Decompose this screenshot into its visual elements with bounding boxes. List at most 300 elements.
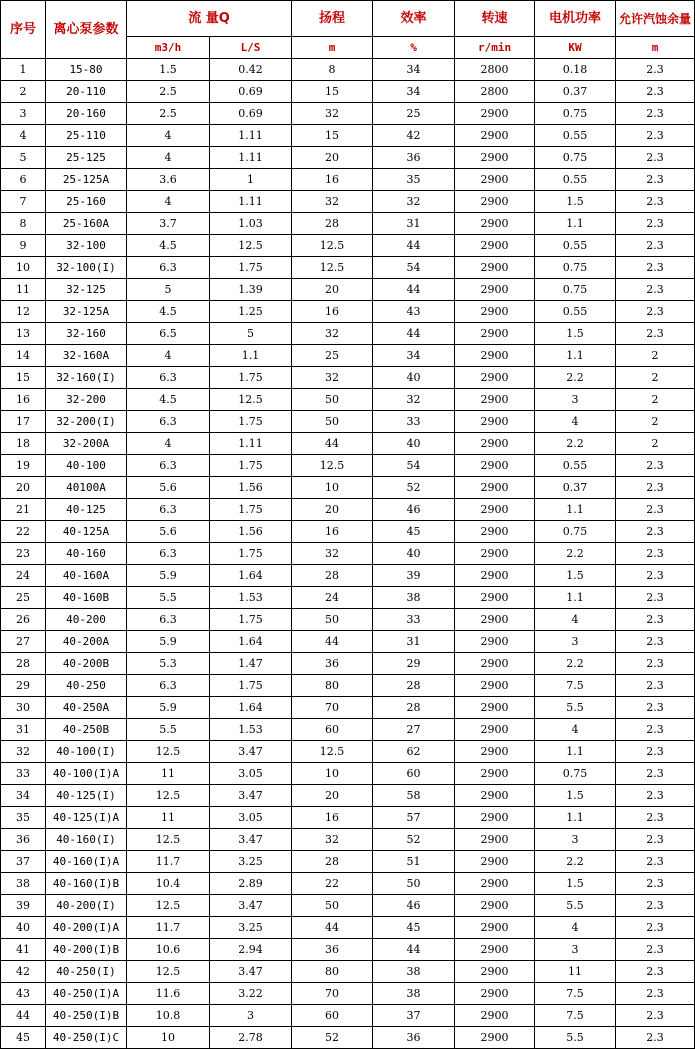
table-row <box>1 851 695 873</box>
cell-efficiency: 58 <box>373 785 455 807</box>
unit-efficiency: % <box>373 37 455 59</box>
cell-seq: 32 <box>1 741 46 763</box>
cell-speed: 2900 <box>455 235 535 257</box>
cell-power: 1.5 <box>535 323 616 345</box>
cell-seq: 4 <box>1 125 46 147</box>
cell-flow-m3h: 5.9 <box>127 565 210 587</box>
cell-flow-ls: 1.64 <box>210 565 292 587</box>
cell-model: 40-250(I)A <box>46 983 127 1005</box>
cell-flow-m3h: 6.3 <box>127 675 210 697</box>
cell-head: 25 <box>292 345 373 367</box>
cell-speed: 2900 <box>455 565 535 587</box>
cell-seq: 5 <box>1 147 46 169</box>
cell-power: 7.5 <box>535 675 616 697</box>
table-row <box>1 477 695 499</box>
cell-speed: 2900 <box>455 279 535 301</box>
cell-npsh: 2.3 <box>616 719 695 741</box>
cell-model: 32-200 <box>46 389 127 411</box>
cell-flow-m3h: 6.3 <box>127 543 210 565</box>
cell-npsh: 2 <box>616 367 695 389</box>
header-params: 离心泵参数 <box>46 1 127 59</box>
table-row <box>1 213 695 235</box>
cell-efficiency: 44 <box>373 939 455 961</box>
cell-flow-m3h: 12.5 <box>127 829 210 851</box>
cell-speed: 2900 <box>455 477 535 499</box>
cell-npsh: 2.3 <box>616 675 695 697</box>
cell-npsh: 2.3 <box>616 59 695 81</box>
cell-flow-m3h: 5.9 <box>127 697 210 719</box>
cell-efficiency: 34 <box>373 81 455 103</box>
cell-power: 1.1 <box>535 587 616 609</box>
cell-model: 40-250A <box>46 697 127 719</box>
table-row <box>1 609 695 631</box>
cell-model: 40-100 <box>46 455 127 477</box>
cell-power: 0.55 <box>535 169 616 191</box>
cell-head: 15 <box>292 81 373 103</box>
cell-power: 0.75 <box>535 103 616 125</box>
cell-model: 32-160 <box>46 323 127 345</box>
cell-npsh: 2.3 <box>616 763 695 785</box>
cell-npsh: 2.3 <box>616 785 695 807</box>
table-row <box>1 587 695 609</box>
table-row <box>1 323 695 345</box>
cell-seq: 19 <box>1 455 46 477</box>
cell-head: 20 <box>292 147 373 169</box>
cell-head: 50 <box>292 895 373 917</box>
cell-head: 44 <box>292 433 373 455</box>
cell-npsh: 2.3 <box>616 543 695 565</box>
cell-npsh: 2.3 <box>616 807 695 829</box>
cell-seq: 10 <box>1 257 46 279</box>
cell-power: 2.2 <box>535 543 616 565</box>
cell-flow-m3h: 10 <box>127 1027 210 1049</box>
cell-flow-m3h: 10.4 <box>127 873 210 895</box>
cell-flow-m3h: 4 <box>127 345 210 367</box>
cell-seq: 7 <box>1 191 46 213</box>
unit-flow-ls: L/S <box>210 37 292 59</box>
cell-head: 16 <box>292 169 373 191</box>
cell-flow-m3h: 11.6 <box>127 983 210 1005</box>
cell-efficiency: 44 <box>373 235 455 257</box>
cell-flow-m3h: 4.5 <box>127 235 210 257</box>
cell-flow-m3h: 10.8 <box>127 1005 210 1027</box>
cell-npsh: 2.3 <box>616 477 695 499</box>
cell-model: 40-250(I) <box>46 961 127 983</box>
cell-seq: 44 <box>1 1005 46 1027</box>
cell-head: 28 <box>292 851 373 873</box>
table-row <box>1 147 695 169</box>
cell-efficiency: 36 <box>373 1027 455 1049</box>
cell-flow-m3h: 10.6 <box>127 939 210 961</box>
cell-model: 40-160(I) <box>46 829 127 851</box>
cell-power: 0.37 <box>535 81 616 103</box>
cell-flow-ls: 1.53 <box>210 587 292 609</box>
cell-flow-ls: 2.78 <box>210 1027 292 1049</box>
cell-model: 40-160 <box>46 543 127 565</box>
cell-flow-m3h: 2.5 <box>127 103 210 125</box>
unit-npsh: m <box>616 37 695 59</box>
cell-head: 16 <box>292 521 373 543</box>
cell-flow-m3h: 5.3 <box>127 653 210 675</box>
cell-seq: 11 <box>1 279 46 301</box>
cell-efficiency: 27 <box>373 719 455 741</box>
cell-flow-ls: 3.25 <box>210 851 292 873</box>
cell-speed: 2900 <box>455 653 535 675</box>
table-row <box>1 697 695 719</box>
cell-power: 7.5 <box>535 1005 616 1027</box>
table-row <box>1 1027 695 1049</box>
cell-flow-ls: 3.25 <box>210 917 292 939</box>
cell-flow-ls: 12.5 <box>210 235 292 257</box>
cell-efficiency: 40 <box>373 433 455 455</box>
table-row <box>1 675 695 697</box>
cell-seq: 24 <box>1 565 46 587</box>
cell-efficiency: 60 <box>373 763 455 785</box>
cell-head: 32 <box>292 367 373 389</box>
table-row <box>1 939 695 961</box>
cell-head: 16 <box>292 807 373 829</box>
cell-power: 0.75 <box>535 521 616 543</box>
cell-model: 40-250B <box>46 719 127 741</box>
cell-flow-m3h: 12.5 <box>127 895 210 917</box>
cell-model: 20-160 <box>46 103 127 125</box>
cell-model: 40-200(I) <box>46 895 127 917</box>
cell-flow-ls: 1.75 <box>210 675 292 697</box>
table-row <box>1 257 695 279</box>
cell-head: 10 <box>292 477 373 499</box>
cell-flow-m3h: 5.5 <box>127 587 210 609</box>
cell-npsh: 2.3 <box>616 191 695 213</box>
cell-seq: 16 <box>1 389 46 411</box>
cell-flow-ls: 0.69 <box>210 81 292 103</box>
cell-seq: 18 <box>1 433 46 455</box>
table-row <box>1 389 695 411</box>
cell-speed: 2900 <box>455 389 535 411</box>
cell-npsh: 2.3 <box>616 961 695 983</box>
table-row <box>1 873 695 895</box>
cell-efficiency: 31 <box>373 213 455 235</box>
cell-head: 36 <box>292 653 373 675</box>
cell-efficiency: 33 <box>373 609 455 631</box>
cell-power: 4 <box>535 917 616 939</box>
cell-speed: 2900 <box>455 917 535 939</box>
cell-npsh: 2.3 <box>616 895 695 917</box>
cell-head: 32 <box>292 543 373 565</box>
cell-flow-ls: 1.56 <box>210 521 292 543</box>
cell-seq: 41 <box>1 939 46 961</box>
cell-seq: 45 <box>1 1027 46 1049</box>
header-power: 电机功率 <box>535 1 616 37</box>
cell-efficiency: 38 <box>373 961 455 983</box>
cell-speed: 2900 <box>455 587 535 609</box>
cell-flow-ls: 1.1 <box>210 345 292 367</box>
cell-seq: 35 <box>1 807 46 829</box>
cell-efficiency: 40 <box>373 543 455 565</box>
cell-efficiency: 29 <box>373 653 455 675</box>
table-row <box>1 301 695 323</box>
table-row <box>1 565 695 587</box>
cell-efficiency: 35 <box>373 169 455 191</box>
cell-efficiency: 39 <box>373 565 455 587</box>
cell-npsh: 2.3 <box>616 587 695 609</box>
cell-head: 32 <box>292 829 373 851</box>
cell-seq: 40 <box>1 917 46 939</box>
cell-npsh: 2.3 <box>616 829 695 851</box>
cell-speed: 2900 <box>455 961 535 983</box>
cell-seq: 6 <box>1 169 46 191</box>
cell-model: 25-125A <box>46 169 127 191</box>
table-row <box>1 191 695 213</box>
cell-model: 15-80 <box>46 59 127 81</box>
table-body <box>1 59 695 1049</box>
cell-flow-ls: 3.47 <box>210 785 292 807</box>
cell-seq: 28 <box>1 653 46 675</box>
cell-npsh: 2.3 <box>616 521 695 543</box>
cell-efficiency: 50 <box>373 873 455 895</box>
cell-npsh: 2.3 <box>616 301 695 323</box>
cell-head: 50 <box>292 411 373 433</box>
table-row <box>1 455 695 477</box>
cell-power: 2.2 <box>535 653 616 675</box>
cell-head: 44 <box>292 917 373 939</box>
cell-model: 40-200(I)A <box>46 917 127 939</box>
cell-power: 1.1 <box>535 807 616 829</box>
cell-flow-ls: 3.47 <box>210 895 292 917</box>
cell-power: 7.5 <box>535 983 616 1005</box>
table-row <box>1 807 695 829</box>
cell-npsh: 2.3 <box>616 697 695 719</box>
cell-power: 4 <box>535 411 616 433</box>
cell-npsh: 2.3 <box>616 235 695 257</box>
cell-flow-ls: 1.75 <box>210 499 292 521</box>
cell-efficiency: 46 <box>373 499 455 521</box>
table-row <box>1 499 695 521</box>
cell-speed: 2900 <box>455 741 535 763</box>
cell-flow-m3h: 4 <box>127 433 210 455</box>
cell-flow-ls: 0.42 <box>210 59 292 81</box>
cell-efficiency: 25 <box>373 103 455 125</box>
cell-flow-ls: 1.75 <box>210 543 292 565</box>
cell-flow-ls: 5 <box>210 323 292 345</box>
table-row <box>1 895 695 917</box>
table-row <box>1 521 695 543</box>
cell-speed: 2900 <box>455 411 535 433</box>
cell-head: 80 <box>292 961 373 983</box>
cell-seq: 21 <box>1 499 46 521</box>
cell-npsh: 2.3 <box>616 213 695 235</box>
cell-efficiency: 37 <box>373 1005 455 1027</box>
cell-seq: 31 <box>1 719 46 741</box>
cell-efficiency: 42 <box>373 125 455 147</box>
cell-flow-ls: 12.5 <box>210 389 292 411</box>
cell-head: 12.5 <box>292 235 373 257</box>
cell-head: 10 <box>292 763 373 785</box>
cell-speed: 2900 <box>455 521 535 543</box>
cell-speed: 2900 <box>455 191 535 213</box>
cell-npsh: 2.3 <box>616 499 695 521</box>
cell-seq: 12 <box>1 301 46 323</box>
cell-flow-m3h: 4 <box>127 125 210 147</box>
cell-head: 32 <box>292 191 373 213</box>
cell-flow-m3h: 6.3 <box>127 411 210 433</box>
cell-seq: 34 <box>1 785 46 807</box>
cell-head: 20 <box>292 279 373 301</box>
cell-power: 3 <box>535 631 616 653</box>
cell-power: 11 <box>535 961 616 983</box>
cell-head: 12.5 <box>292 741 373 763</box>
cell-power: 1.5 <box>535 873 616 895</box>
cell-head: 28 <box>292 565 373 587</box>
cell-power: 0.75 <box>535 147 616 169</box>
cell-flow-m3h: 6.5 <box>127 323 210 345</box>
cell-speed: 2900 <box>455 1027 535 1049</box>
cell-model: 40-160A <box>46 565 127 587</box>
cell-npsh: 2.3 <box>616 279 695 301</box>
unit-flow-m3h: m3/h <box>127 37 210 59</box>
cell-efficiency: 32 <box>373 389 455 411</box>
cell-seq: 29 <box>1 675 46 697</box>
cell-flow-m3h: 5.6 <box>127 521 210 543</box>
cell-flow-ls: 1.64 <box>210 631 292 653</box>
cell-flow-m3h: 12.5 <box>127 741 210 763</box>
cell-head: 44 <box>292 631 373 653</box>
table-row <box>1 411 695 433</box>
cell-power: 0.55 <box>535 455 616 477</box>
cell-efficiency: 38 <box>373 587 455 609</box>
cell-head: 32 <box>292 323 373 345</box>
table-row <box>1 763 695 785</box>
cell-flow-ls: 3.22 <box>210 983 292 1005</box>
table-row <box>1 367 695 389</box>
cell-efficiency: 54 <box>373 455 455 477</box>
cell-head: 16 <box>292 301 373 323</box>
cell-npsh: 2.3 <box>616 983 695 1005</box>
cell-flow-ls: 1.75 <box>210 411 292 433</box>
cell-efficiency: 52 <box>373 477 455 499</box>
table-row <box>1 345 695 367</box>
cell-flow-ls: 1.64 <box>210 697 292 719</box>
cell-flow-m3h: 6.3 <box>127 455 210 477</box>
cell-head: 70 <box>292 697 373 719</box>
cell-speed: 2900 <box>455 543 535 565</box>
table-row <box>1 917 695 939</box>
cell-npsh: 2.3 <box>616 653 695 675</box>
cell-model: 40-200A <box>46 631 127 653</box>
cell-speed: 2900 <box>455 895 535 917</box>
cell-efficiency: 34 <box>373 59 455 81</box>
cell-speed: 2800 <box>455 81 535 103</box>
cell-seq: 23 <box>1 543 46 565</box>
cell-power: 5.5 <box>535 1027 616 1049</box>
table-row <box>1 169 695 191</box>
cell-power: 0.75 <box>535 763 616 785</box>
cell-npsh: 2 <box>616 345 695 367</box>
cell-model: 40-125 <box>46 499 127 521</box>
cell-seq: 27 <box>1 631 46 653</box>
cell-seq: 33 <box>1 763 46 785</box>
table-row <box>1 785 695 807</box>
cell-head: 32 <box>292 103 373 125</box>
cell-model: 32-125 <box>46 279 127 301</box>
cell-speed: 2900 <box>455 323 535 345</box>
cell-efficiency: 44 <box>373 323 455 345</box>
cell-model: 40-200(I)B <box>46 939 127 961</box>
cell-flow-ls: 1.11 <box>210 147 292 169</box>
cell-power: 0.75 <box>535 257 616 279</box>
cell-speed: 2900 <box>455 125 535 147</box>
cell-flow-ls: 3.47 <box>210 741 292 763</box>
cell-npsh: 2.3 <box>616 939 695 961</box>
cell-speed: 2900 <box>455 873 535 895</box>
cell-flow-ls: 1.53 <box>210 719 292 741</box>
table-row <box>1 983 695 1005</box>
cell-seq: 8 <box>1 213 46 235</box>
cell-speed: 2900 <box>455 213 535 235</box>
cell-flow-m3h: 6.3 <box>127 499 210 521</box>
cell-flow-m3h: 4.5 <box>127 389 210 411</box>
cell-efficiency: 54 <box>373 257 455 279</box>
cell-flow-m3h: 3.6 <box>127 169 210 191</box>
cell-flow-ls: 1.75 <box>210 609 292 631</box>
cell-power: 0.18 <box>535 59 616 81</box>
unit-power: KW <box>535 37 616 59</box>
cell-npsh: 2.3 <box>616 455 695 477</box>
cell-head: 60 <box>292 1005 373 1027</box>
cell-power: 3 <box>535 389 616 411</box>
table-row <box>1 1005 695 1027</box>
cell-head: 36 <box>292 939 373 961</box>
cell-speed: 2900 <box>455 257 535 279</box>
cell-flow-m3h: 5.6 <box>127 477 210 499</box>
cell-flow-m3h: 11.7 <box>127 851 210 873</box>
header-npsh: 允许汽蚀余量 <box>616 1 695 37</box>
cell-head: 50 <box>292 389 373 411</box>
cell-npsh: 2.3 <box>616 917 695 939</box>
cell-head: 24 <box>292 587 373 609</box>
cell-flow-m3h: 4 <box>127 191 210 213</box>
cell-flow-ls: 2.89 <box>210 873 292 895</box>
cell-power: 1.5 <box>535 191 616 213</box>
cell-seq: 37 <box>1 851 46 873</box>
cell-model: 32-100(I) <box>46 257 127 279</box>
cell-npsh: 2.3 <box>616 323 695 345</box>
cell-head: 20 <box>292 785 373 807</box>
cell-npsh: 2.3 <box>616 257 695 279</box>
cell-model: 25-110 <box>46 125 127 147</box>
cell-flow-m3h: 5.9 <box>127 631 210 653</box>
cell-flow-ls: 3.05 <box>210 763 292 785</box>
cell-power: 1.1 <box>535 213 616 235</box>
cell-seq: 42 <box>1 961 46 983</box>
cell-npsh: 2 <box>616 411 695 433</box>
table-row <box>1 433 695 455</box>
cell-npsh: 2.3 <box>616 741 695 763</box>
cell-power: 1.1 <box>535 499 616 521</box>
cell-flow-m3h: 6.3 <box>127 367 210 389</box>
cell-speed: 2900 <box>455 455 535 477</box>
cell-speed: 2900 <box>455 1005 535 1027</box>
table-row <box>1 103 695 125</box>
cell-flow-m3h: 5 <box>127 279 210 301</box>
cell-flow-ls: 1.47 <box>210 653 292 675</box>
cell-model: 40-250 <box>46 675 127 697</box>
cell-flow-m3h: 11.7 <box>127 917 210 939</box>
unit-speed: r/min <box>455 37 535 59</box>
cell-flow-ls: 1.56 <box>210 477 292 499</box>
cell-model: 40100A <box>46 477 127 499</box>
cell-power: 1.1 <box>535 345 616 367</box>
cell-flow-m3h: 6.3 <box>127 257 210 279</box>
